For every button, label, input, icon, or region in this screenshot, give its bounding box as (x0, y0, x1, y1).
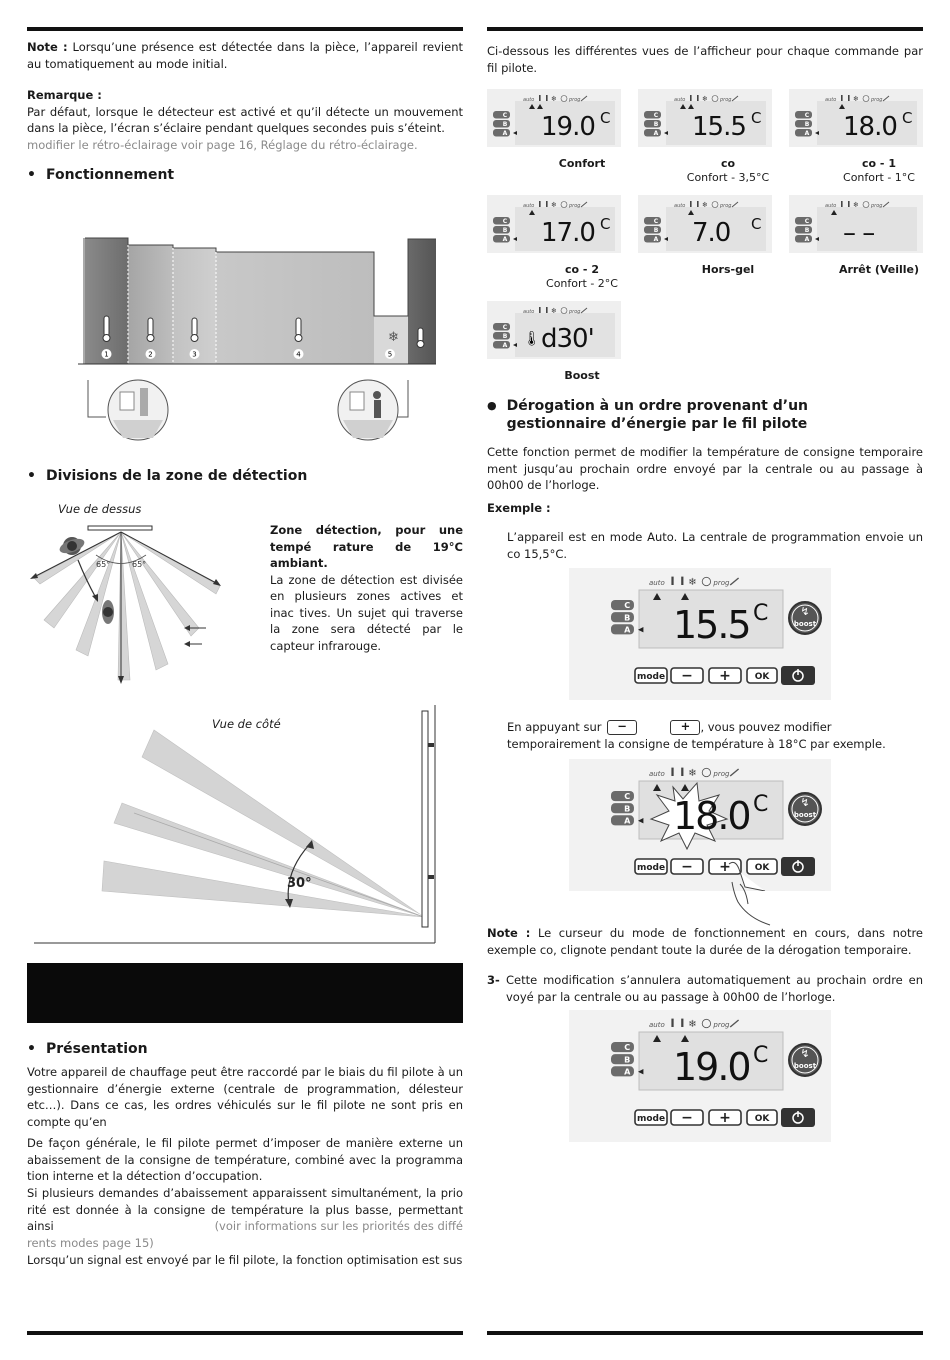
plus-button-label: + (719, 668, 731, 684)
auto-icon-label: auto (649, 770, 665, 778)
occupied-room-illustration (338, 380, 398, 440)
lcd-display (638, 89, 772, 147)
lcd-temperature-value: – – (843, 218, 875, 248)
mode-tab-letter: B (804, 227, 810, 234)
control-panel (569, 759, 831, 891)
mode-tab-b (644, 120, 661, 128)
mode-button-label: mode (636, 1114, 666, 1124)
thermometer-icon (690, 201, 692, 207)
mode-tab-b (644, 226, 661, 234)
exemple-text: L’appareil est en mode Auto. La centrale de programmation envoie un co 15,5°C. (507, 530, 923, 561)
lcd-caption-title: co (720, 157, 736, 170)
prog-icon-label: prog (720, 203, 732, 209)
mode-tab-letter: B (624, 1054, 631, 1065)
mode-tab-letter: A (502, 236, 508, 243)
mode-tab-letter: A (502, 130, 508, 137)
minus-button-label: − (681, 1110, 693, 1126)
presentation-p2: De façon générale, le fil pilote permet d’imposer de manière externe un abaissement de la consigne de température, combiné avec la programma tion interne et la détection d’occupation. (27, 1136, 463, 1183)
control-panel (569, 568, 831, 700)
mode-tab-letter: B (502, 121, 508, 128)
auto-icon-label: auto (674, 97, 686, 103)
mode-tab-letter: B (624, 803, 631, 814)
boost-icon: ↯ (800, 1047, 810, 1060)
prog-icon-label: prog (713, 579, 730, 587)
presentation-p3-grey: (voir informations sur les priorités des diffé (214, 1219, 463, 1233)
prog-icon-label: prog (569, 309, 581, 315)
mode-tab-letter: A (804, 130, 810, 137)
lcd-temperature-value: 7.0 (692, 218, 731, 248)
boost-icon: ↯ (800, 796, 810, 809)
auto-icon-label: auto (825, 97, 837, 103)
mode-tab-letter: A (804, 236, 810, 243)
remark-block (27, 87, 463, 153)
angle-right-label: 65° (132, 560, 147, 569)
ok-button-label: OK (754, 863, 770, 873)
bottom-rule-left (27, 1331, 463, 1335)
thermometer-icon (697, 95, 699, 101)
mode-tab-a (493, 235, 510, 243)
snowflake-icon: ❄ (853, 95, 859, 103)
lcd-caption (507, 263, 657, 291)
mode-tab-letter: C (624, 791, 631, 802)
snowflake-icon: ❄ (551, 307, 557, 315)
mode-tab-a (611, 624, 634, 634)
thermometer-icon (671, 768, 673, 776)
auto-icon-label: auto (825, 203, 837, 209)
mode-tab-b (493, 120, 510, 128)
power-button[interactable] (781, 666, 815, 685)
mode-tab-letter: C (804, 218, 810, 225)
lcd-temperature-value: d30' (541, 324, 594, 354)
remark-text: Par défaut, lorsque le détecteur est activé et qu’il détecte un mouvement dans la pièce, l’écran s’éclaire pendant quelques secondes puis s’éteint. (27, 104, 463, 135)
fonctionnement-heading (27, 166, 174, 184)
lcd-unit: C (600, 215, 611, 233)
mode-tab-letter: B (624, 612, 631, 623)
mode-button[interactable] (635, 859, 667, 874)
lcd-caption-title: co - 2 (565, 263, 599, 276)
mode-tab-letter: B (502, 227, 508, 234)
mode-tab-letter: B (804, 121, 810, 128)
mode-button-label: mode (636, 672, 666, 682)
boost-thermometer-icon: 🌡 (523, 331, 541, 347)
lcd-caption (507, 369, 657, 383)
lcd-display (789, 195, 923, 253)
lcd-caption (653, 263, 803, 277)
mode-tab-b (795, 120, 812, 128)
mode-tab-c (493, 217, 510, 225)
prog-icon-label: prog (569, 97, 581, 103)
remark-label: Remarque : (27, 88, 102, 102)
mode-tab-letter: C (502, 218, 508, 225)
presentation-p3-grey2: rents modes page 15) (27, 1236, 154, 1250)
bullet-icon: • (27, 468, 36, 484)
mode-tab-c (611, 791, 634, 801)
angle-side-label: 30° (287, 876, 312, 891)
inline-minus-button: − (607, 720, 637, 735)
snowflake-icon: ❄ (688, 577, 697, 588)
lcd-unit: C (753, 792, 769, 817)
angle-left-label: 65° (96, 560, 111, 569)
presentation-heading (27, 1040, 148, 1058)
pointing-hand-icon (730, 880, 790, 930)
presentation-title: Présentation (45, 1041, 148, 1057)
lcd-unit: C (753, 601, 769, 626)
note-paragraph (27, 39, 463, 72)
zone-text: La zone de détection est divisée en plusieurs zones actives et inac tives. Un sujet qui traverse la zone sera détecté par le capteur infrarouge. (270, 572, 463, 653)
lcd-caption-sub: Confort - 3,5°C (686, 171, 770, 184)
mode-tab-b (493, 226, 510, 234)
mode-tab-b (611, 803, 634, 813)
boost-label: boost (793, 620, 817, 628)
boost-label: boost (793, 1062, 817, 1070)
lcd-caption-sub: Confort - 1°C (843, 171, 915, 184)
zone-number: 3 (192, 350, 197, 359)
thermometer-icon (848, 95, 850, 101)
vue-dessus-label: Vue de dessus (58, 502, 142, 516)
mode-tab-letter: C (804, 112, 810, 119)
mode-tab-c (493, 111, 510, 119)
mode-tab-letter: C (653, 218, 659, 225)
minus-button[interactable] (671, 668, 703, 684)
lcd-temperature-value: 18.0 (843, 112, 897, 142)
mode-tab-letter: B (502, 333, 508, 340)
top-rule-left (27, 27, 463, 31)
mode-tab-letter: A (624, 815, 631, 826)
mode-tab-a (644, 235, 661, 243)
lcd-display (487, 301, 621, 359)
top-rule-right (487, 27, 923, 31)
thermometer-icon (841, 201, 843, 207)
mode-tab-c (795, 111, 812, 119)
lcd-caption-title: Hors-gel (701, 263, 755, 276)
presentation-p1: Votre appareil de chauffage peut être raccordé par le biais du fil pilote à un gestionnaire d’énergie externe (centrale de programmation, délesteur etc…). Dans ce cas, les ordres véhiculés sur le fil pilote ne sont pris en compte qu’en (27, 1065, 463, 1129)
lcd-caption-title: Confort (558, 157, 606, 170)
mode-tab-letter: B (653, 227, 659, 234)
ok-button-label: OK (754, 672, 770, 682)
mode-tab-letter: A (624, 624, 631, 635)
presentation-p4: Lorsqu’un signal est envoyé par le fil pilote, la fonction optimisation est sus (27, 1253, 463, 1267)
mode-tab-a (493, 341, 510, 349)
mode-tab-letter: A (502, 342, 508, 349)
auto-icon-label: auto (649, 1021, 665, 1029)
ok-button[interactable] (747, 859, 777, 874)
auto-icon-label: auto (649, 579, 665, 587)
lcd-caption-sub: Confort - 2°C (546, 277, 618, 290)
step3 (487, 972, 923, 1005)
divisions-heading (27, 467, 307, 485)
lcd-caption-title: Arrêt (Veille) (838, 263, 920, 276)
derogation-text: Cette fonction permet de modifier la température de consigne temporaire ment jusqu’au prochain ordre envoyé par la centrale ou au passage à 00h00 de l’horloge. (487, 445, 923, 492)
mode-tab-letter: C (653, 112, 659, 119)
mode-tab-letter: A (653, 236, 659, 243)
boost-button[interactable] (789, 793, 821, 825)
plus-button[interactable] (709, 668, 741, 684)
plus-button-label: + (719, 859, 731, 875)
lcd-caption (804, 157, 950, 185)
prog-icon-label: prog (871, 97, 883, 103)
mode-tab-c (644, 217, 661, 225)
mode-tab-letter: C (624, 600, 631, 611)
thermometer-icon (671, 1019, 673, 1027)
control-panel (569, 1010, 831, 1142)
prog-icon-label: prog (713, 770, 730, 778)
minus-button[interactable] (671, 859, 703, 875)
lcd-caption (507, 157, 657, 171)
lcd-display (487, 195, 621, 253)
top-view-diagram (26, 520, 231, 690)
thermometer-icon (841, 95, 843, 101)
lcd-caption (804, 263, 950, 277)
prog-icon-label: prog (713, 1021, 730, 1029)
thermometer-icon (681, 1019, 683, 1027)
mode-tab-c (611, 600, 634, 610)
ok-button[interactable] (747, 668, 777, 683)
ok-button-label: OK (754, 1114, 770, 1124)
step3-text: Cette modification s’annulera automatiquement au prochain ordre en voyé par la centrale ou au passage à 00h00 de l’horloge. (506, 973, 923, 1004)
auto-icon-label: auto (523, 309, 535, 315)
snowflake-icon: ❄ (688, 768, 697, 779)
remark-grey-text: modifier le rétro-éclairage voir page 16, Réglage du rétro-éclairage. (27, 137, 418, 152)
step3-number: 3- (487, 973, 500, 987)
derogation-title: Dérogation à un ordre provenant d’un gestionnaire d’énergie par le fil pilote (506, 398, 808, 432)
boost-label: boost (793, 811, 817, 819)
thermometer-icon (681, 577, 683, 585)
bullet-icon: • (27, 1041, 36, 1057)
lcd-temperature-value: 19.0 (541, 112, 595, 142)
lcd-temperature-value: 17.0 (541, 218, 595, 248)
divisions-title: Divisions de la zone de détection (45, 468, 308, 484)
mode-button[interactable] (635, 1110, 667, 1125)
derog-note-label: Note : (487, 926, 531, 940)
lcd-caption (653, 157, 803, 185)
note-text: Lorsqu’une présence est détectée dans la pièce, l’appareil revient au tomatiquement au mode initial. (27, 40, 463, 71)
bottom-rule-right (487, 1331, 923, 1335)
mode-tab-b (795, 226, 812, 234)
zone-number: 1 (104, 350, 109, 359)
presentation-p3: Si plusieurs demandes d’abaissement apparaissent simultanément, la prio rité est donnée à la consigne de température la plus basse, permettant ainsi (27, 1186, 463, 1233)
mode-button[interactable] (635, 668, 667, 683)
mode-tab-letter: C (624, 1042, 631, 1053)
snowflake-icon: ❄ (702, 95, 708, 103)
vue-cote-label: Vue de côté (212, 717, 281, 731)
snowflake-icon: ❄ (702, 201, 708, 209)
zone-number: 5 (387, 350, 393, 359)
power-button[interactable] (781, 857, 815, 876)
snowflake-icon: ❄ (388, 330, 399, 345)
thermometer-icon (546, 307, 548, 313)
press-text (507, 719, 923, 752)
boost-button[interactable] (789, 602, 821, 634)
zone-number: 2 (148, 350, 153, 359)
thermometer-icon (681, 768, 683, 776)
mode-tab-b (611, 1054, 634, 1064)
fonctionnement-title: Fonctionnement (45, 167, 175, 183)
bullet-icon: • (27, 167, 36, 183)
bullet-icon: ● (487, 399, 497, 412)
minus-button[interactable] (671, 1110, 703, 1126)
prog-icon-label: prog (720, 97, 732, 103)
ok-button[interactable] (747, 1110, 777, 1125)
zone-number: 4 (296, 350, 301, 359)
lcd-caption-title: Boost (564, 369, 600, 382)
press-text-post: , vous pouvez modifier temporairement la consigne de température à 18°C par exemple. (507, 720, 886, 751)
mode-tab-a (493, 129, 510, 137)
mode-tab-c (795, 217, 812, 225)
thermometer-icon (690, 95, 692, 101)
mode-tab-letter: A (624, 1066, 631, 1077)
thermometer-icon (546, 201, 548, 207)
plus-button-label: + (719, 1110, 731, 1126)
auto-icon-label: auto (523, 203, 535, 209)
lcd-temperature-value: 18.0 (673, 794, 750, 838)
exemple-label: Exemple : (487, 501, 551, 515)
inline-plus-button: + (670, 720, 700, 735)
thermometer-icon (671, 577, 673, 585)
mode-tab-a (795, 129, 812, 137)
mode-tab-letter: C (502, 112, 508, 119)
mode-tab-letter: C (502, 324, 508, 331)
press-text-pre: En appuyant sur (507, 720, 602, 734)
snowflake-icon: ❄ (688, 1019, 697, 1030)
mode-button-label: mode (636, 863, 666, 873)
boost-button[interactable] (789, 1044, 821, 1076)
thermometer-icon (539, 307, 541, 313)
lcd-display (789, 89, 923, 147)
lcd-unit: C (751, 109, 762, 127)
plus-button[interactable] (709, 1110, 741, 1126)
snowflake-icon: ❄ (551, 201, 557, 209)
mode-tab-b (611, 612, 634, 622)
mode-tab-a (795, 235, 812, 243)
mode-tab-a (611, 1066, 634, 1076)
derog-note-text: Le curseur du mode de fonctionnement en cours, dans notre exemple co, clignote pendant toute la durée de la dérogation temporaire. (487, 926, 924, 957)
boost-icon: ↯ (800, 605, 810, 618)
mode-tab-c (493, 323, 510, 331)
lcd-unit: C (600, 109, 611, 127)
thermometer-icon (697, 201, 699, 207)
derogation-heading (487, 397, 907, 433)
derog-note (487, 925, 923, 958)
prog-icon-label: prog (871, 203, 883, 209)
mode-tab-letter: B (653, 121, 659, 128)
mode-tab-letter: A (653, 130, 659, 137)
section-header-bar (27, 963, 463, 1023)
minus-button-label: − (681, 859, 693, 875)
thermometer-icon (539, 201, 541, 207)
person-icon (102, 600, 114, 624)
mode-tab-a (644, 129, 661, 137)
lcd-temperature-value: 19.0 (673, 1045, 750, 1089)
snowflake-icon: ❄ (853, 201, 859, 209)
thermometer-icon (546, 95, 548, 101)
lcd-temperature-value: 15.5 (692, 112, 746, 142)
zone-text-block (270, 522, 463, 654)
right-intro: Ci-dessous les différentes vues de l’afficheur pour chaque commande par fil pilote. (487, 44, 923, 75)
lcd-caption-title: co - 1 (862, 157, 896, 170)
snowflake-icon: ❄ (551, 95, 557, 103)
auto-icon-label: auto (674, 203, 686, 209)
auto-icon-label: auto (523, 97, 535, 103)
fonctionnement-diagram (78, 230, 443, 445)
lcd-display (487, 89, 621, 147)
note-label: Note : (27, 40, 68, 54)
prog-icon-label: prog (569, 203, 581, 209)
lcd-unit: C (751, 215, 762, 233)
minus-button-label: − (681, 668, 693, 684)
mode-tab-a (611, 815, 634, 825)
thermometer-icon (539, 95, 541, 101)
lcd-unit: C (902, 109, 913, 127)
thermometer-icon (848, 201, 850, 207)
zone-text-bold: Zone détection, pour une tempé rature de 19°C ambiant. (270, 523, 463, 570)
power-button[interactable] (781, 1108, 815, 1127)
empty-room-illustration (108, 380, 168, 440)
mode-tab-c (611, 1042, 634, 1052)
mode-tab-c (644, 111, 661, 119)
mode-tab-b (493, 332, 510, 340)
lcd-unit: C (753, 1043, 769, 1068)
lcd-display (638, 195, 772, 253)
lcd-temperature-value: 15.5 (673, 603, 750, 647)
side-view-diagram (34, 705, 444, 947)
